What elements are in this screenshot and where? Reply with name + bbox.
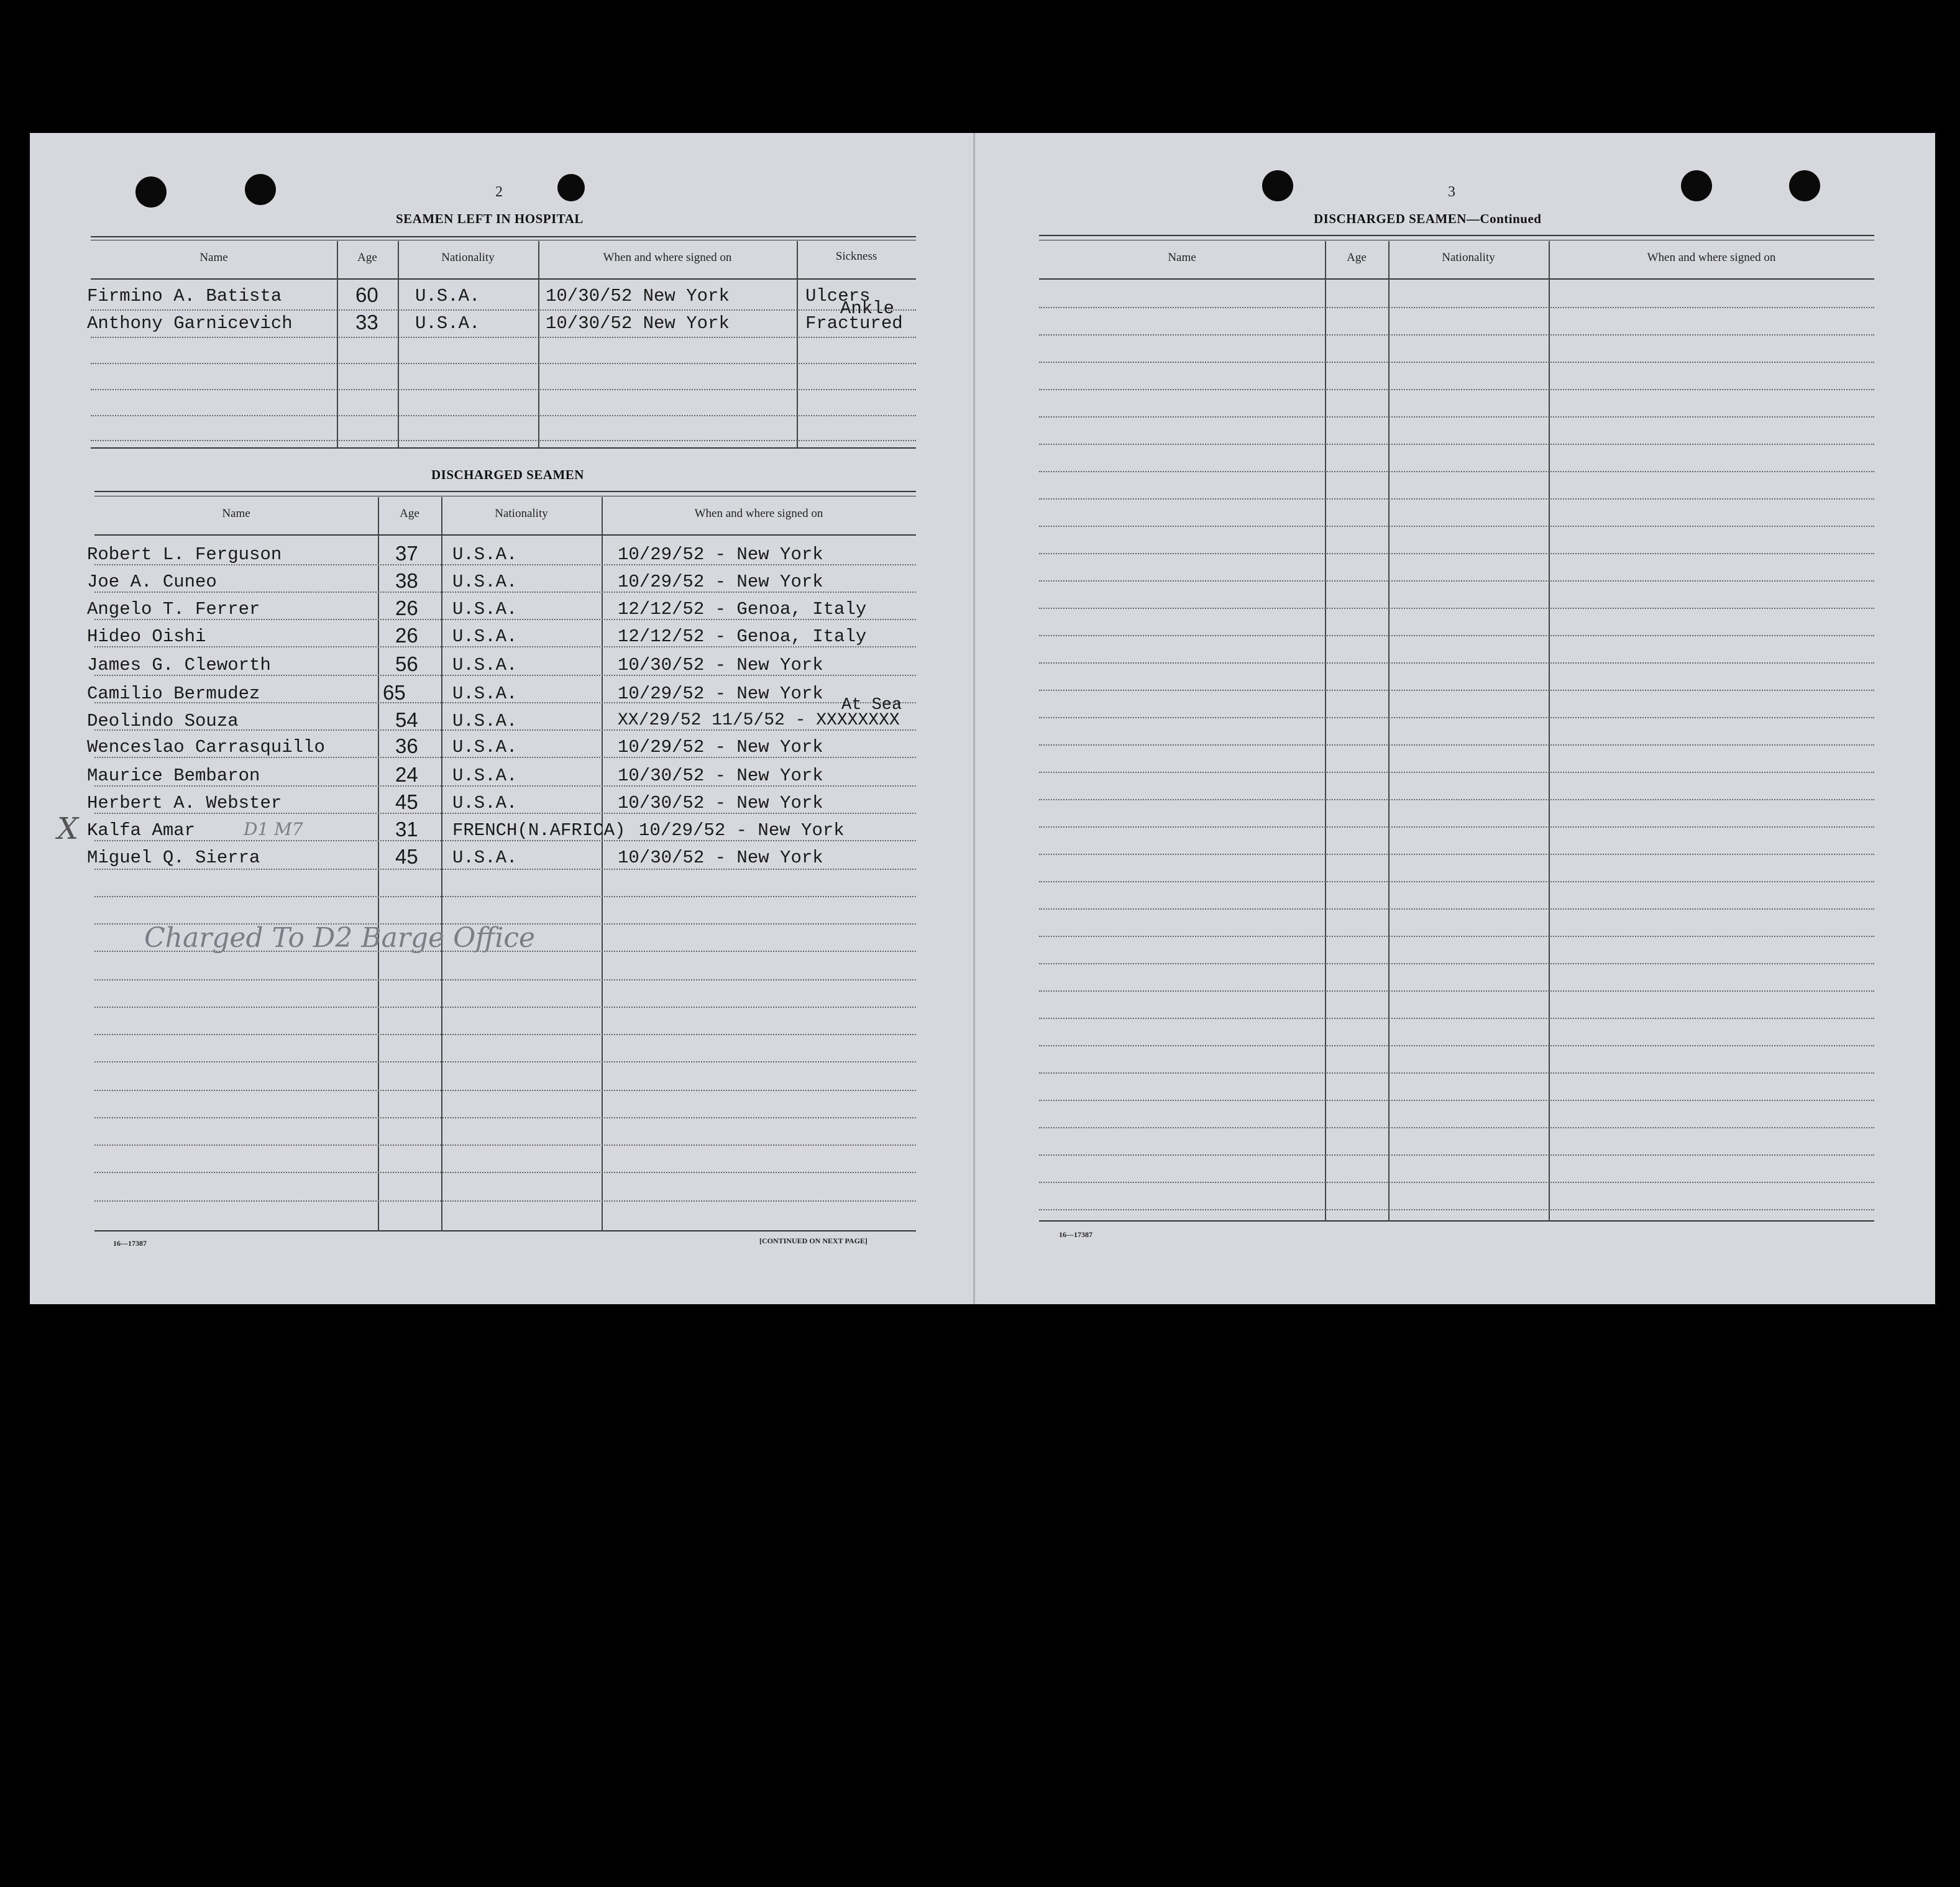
column-header-nationality: Nationality xyxy=(441,251,495,264)
nationality-cell: U.S.A. xyxy=(452,765,518,786)
form-number-left: 16—17387 xyxy=(113,1239,147,1248)
column-header-name: Name xyxy=(222,507,250,520)
column-header-signed-on: When and where signed on xyxy=(603,251,732,264)
column-header-nationality: Nationality xyxy=(1442,251,1495,264)
age-cell: 37 xyxy=(395,542,418,565)
nationality-cell: U.S.A. xyxy=(452,544,518,565)
name-cell: Camilio Bermudez xyxy=(87,683,260,704)
nationality-cell: U.S.A. xyxy=(415,313,480,334)
age-cell: 31 xyxy=(395,818,418,841)
page-number-left: 2 xyxy=(495,184,503,200)
nationality-cell: U.S.A. xyxy=(452,599,518,619)
margin-x-mark: X xyxy=(57,811,79,846)
name-cell: Robert L. Ferguson xyxy=(87,544,282,565)
column-header-name: Name xyxy=(199,251,228,264)
nationality-cell: FRENCH(N.AFRICA) xyxy=(452,820,626,841)
punch-hole xyxy=(1789,170,1820,201)
signed-on-cell: 12/12/52 - Genoa, Italy xyxy=(618,626,867,647)
page-number-right: 3 xyxy=(1448,184,1455,200)
age-cell: 26 xyxy=(395,596,418,619)
punch-hole xyxy=(1262,170,1293,201)
signed-on-cell: 10/29/52 - New York xyxy=(618,683,823,704)
column-header-age: Age xyxy=(400,507,419,520)
name-cell: Miguel Q. Sierra xyxy=(87,848,260,868)
age-cell: 65 xyxy=(383,681,406,704)
handwritten-note: Charged To D2 Barge Office xyxy=(144,922,536,954)
signed-on-cell: 10/29/52 - New York xyxy=(618,544,823,565)
name-cell: Angelo T. Ferrer xyxy=(87,599,260,619)
name-cell: Firmino A. Batista xyxy=(87,286,282,306)
signed-on-cell: 12/12/52 - Genoa, Italy xyxy=(618,599,867,619)
punch-hole xyxy=(135,176,167,208)
column-header-nationality: Nationality xyxy=(495,507,548,520)
nationality-cell: U.S.A. xyxy=(452,737,518,757)
name-cell: James G. Cleworth xyxy=(87,655,271,675)
column-header-name: Name xyxy=(1168,251,1196,264)
age-cell: 56 xyxy=(395,652,418,675)
name-cell: Herbert A. Webster xyxy=(87,793,282,813)
signed-on-cell: 10/30/52 - New York xyxy=(618,655,823,675)
name-cell: Anthony Garnicevich xyxy=(87,313,293,334)
nationality-cell: U.S.A. xyxy=(452,711,518,731)
age-cell: 60 xyxy=(355,283,378,306)
age-cell: 24 xyxy=(395,763,418,786)
punch-hole xyxy=(245,174,276,205)
signed-on-cell: 10/30/52 - New York xyxy=(618,793,823,813)
column-header-signed-on: When and where signed on xyxy=(1647,251,1776,264)
sickness-cell: Ulcers xyxy=(805,286,871,306)
signed-on-cell: 10/30/52 - New York xyxy=(618,848,823,868)
age-cell: 45 xyxy=(395,790,418,813)
nationality-cell: U.S.A. xyxy=(452,793,518,813)
column-header-age: Age xyxy=(357,251,377,264)
name-cell: Joe A. Cuneo xyxy=(87,572,217,592)
form-number-right: 16—17387 xyxy=(1059,1230,1092,1239)
nationality-cell: U.S.A. xyxy=(452,572,518,592)
name-cell: Deolindo Souza xyxy=(87,711,239,731)
signed-on-cell: 10/29/52 - New York xyxy=(618,737,823,757)
nationality-cell: U.S.A. xyxy=(452,626,518,647)
age-cell: 33 xyxy=(355,311,378,334)
hospital-table xyxy=(91,236,916,449)
name-annotation: D1 M7 xyxy=(244,819,303,839)
name-cell: Wenceslao Carrasquillo xyxy=(87,737,325,757)
hospital-section-title: SEAMEN LEFT IN HOSPITAL xyxy=(396,211,584,226)
page-fold xyxy=(973,133,975,1304)
column-header-age: Age xyxy=(1347,251,1367,264)
signed-on-note: At Sea xyxy=(841,696,902,715)
signed-on-cell: XX/29/52 11/5/52 - XXXXXXXX xyxy=(618,711,900,730)
sickness-cell-line2: Fractured xyxy=(805,313,903,334)
signed-on-cell: 10/30/52 New York xyxy=(546,286,730,306)
discharged-continued-title: DISCHARGED SEAMEN—Continued xyxy=(1314,211,1542,226)
name-cell: Maurice Bembaron xyxy=(87,765,260,786)
signed-on-cell: 10/29/52 - New York xyxy=(618,572,823,592)
punch-hole xyxy=(1681,170,1712,201)
age-cell: 54 xyxy=(395,708,418,731)
name-cell: Kalfa Amar xyxy=(87,820,196,841)
sickness-cell: Ankle xyxy=(840,298,895,319)
signed-on-cell: 10/30/52 New York xyxy=(546,313,730,334)
punch-hole xyxy=(557,174,585,201)
signed-on-cell: 10/30/52 - New York xyxy=(618,765,823,786)
column-header-signed-on: When and where signed on xyxy=(694,507,823,520)
signed-on-cell: 10/29/52 - New York xyxy=(639,820,845,841)
age-cell: 38 xyxy=(395,569,418,592)
discharged-section-title: DISCHARGED SEAMEN xyxy=(431,467,584,482)
discharged-continued-table xyxy=(1039,235,1874,1223)
age-cell: 26 xyxy=(395,624,418,647)
nationality-cell: U.S.A. xyxy=(415,286,480,306)
age-cell: 45 xyxy=(395,845,418,868)
column-header-sickness: Sickness xyxy=(835,250,877,263)
nationality-cell: U.S.A. xyxy=(452,683,518,704)
nationality-cell: U.S.A. xyxy=(452,848,518,868)
age-cell: 36 xyxy=(395,734,418,757)
continued-note: [CONTINUED ON NEXT PAGE] xyxy=(759,1236,868,1245)
name-cell: Hideo Oishi xyxy=(87,626,206,647)
nationality-cell: U.S.A. xyxy=(452,655,518,675)
